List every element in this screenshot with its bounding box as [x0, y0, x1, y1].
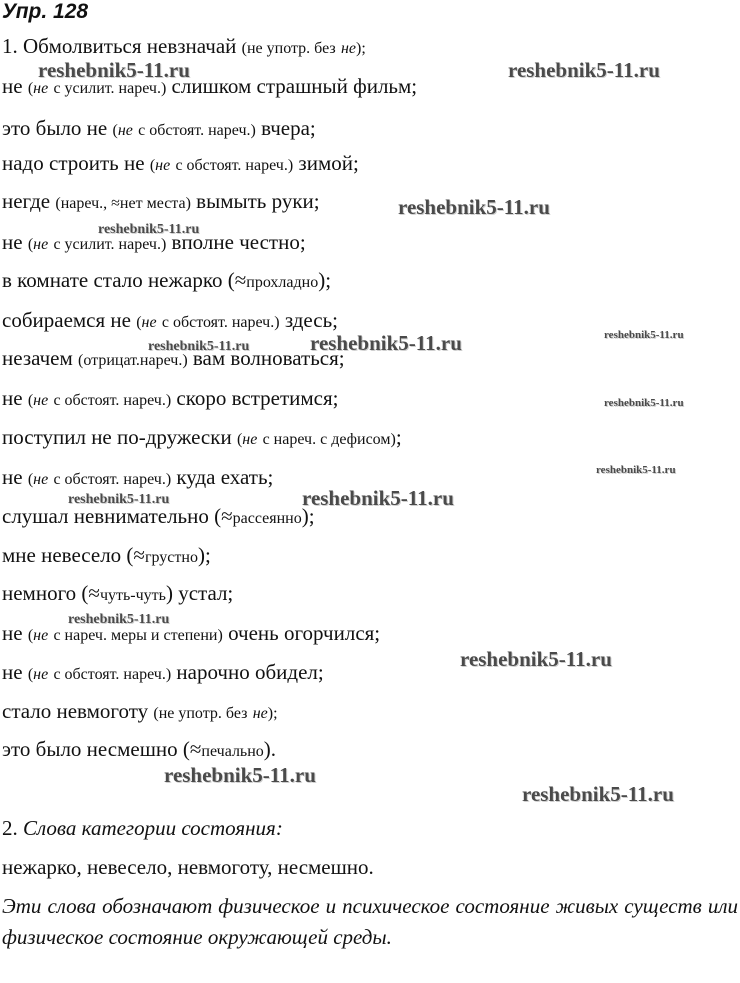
line-5	[2, 189, 320, 216]
line-note-end: );	[267, 705, 278, 722]
line-text-end: вам волноваться;	[192, 346, 345, 370]
part2-number: 2.	[2, 816, 18, 840]
line-13	[2, 504, 315, 531]
line-note-italic: не	[33, 666, 49, 683]
line-note: (не употр. без	[241, 40, 336, 57]
line-note: (	[236, 431, 243, 448]
line-note: (	[27, 666, 34, 683]
line-1	[2, 34, 366, 61]
line-18	[2, 699, 278, 726]
line-text: стало невмоготу	[2, 699, 149, 723]
line-19	[2, 737, 276, 764]
line-15	[2, 581, 233, 608]
line-text-end: очень огорчился;	[228, 621, 381, 645]
part2-word-list: нежарко, невесело, невмоготу, несмешно.	[2, 855, 374, 879]
watermark: reshebnik5-11.ru	[68, 612, 170, 627]
line-7	[2, 268, 331, 295]
line-text-end: );	[318, 268, 332, 292]
line-text: немного (≈	[2, 581, 100, 605]
line-text-end: );	[301, 504, 315, 528]
line-note-italic: не	[33, 80, 49, 97]
line-text: слушал невнимательно (≈	[2, 504, 233, 528]
line-text: не	[2, 74, 23, 98]
line-note-end: с обстоят. нареч.)	[53, 471, 172, 488]
line-text: это было не	[2, 116, 108, 140]
line-4	[2, 151, 359, 178]
line-text-end: );	[197, 543, 211, 567]
line-note: (	[27, 236, 34, 253]
watermark: reshebnik5-11.ru	[398, 195, 550, 219]
line-text: надо строить не	[2, 151, 145, 175]
line-16	[2, 621, 380, 648]
line-note: (	[136, 314, 142, 331]
line-text-end: слишком страшный фильм;	[171, 74, 418, 98]
part2-heading-line	[2, 816, 283, 840]
line-text-end: ;	[395, 425, 402, 449]
line-14	[2, 543, 211, 570]
line-note-italic: не	[33, 392, 49, 409]
line-17	[2, 660, 324, 687]
watermark: reshebnik5-11.ru	[604, 397, 684, 409]
line-text-end: куда ехать;	[176, 465, 274, 489]
line-note: (	[27, 392, 34, 409]
part2-conclusion: Эти слова обозначают физическое и психическое состояние живых существ или физическое состояние окружающей среды.	[2, 894, 738, 949]
line-note: печально	[201, 743, 264, 760]
line-note-italic: не	[141, 314, 157, 331]
line-note: грустно	[144, 549, 198, 566]
line-3	[2, 116, 316, 143]
watermark: reshebnik5-11.ru	[604, 329, 684, 341]
line-note-end: с нареч. с дефисом)	[262, 431, 396, 448]
line-note: чуть-чуть	[99, 587, 166, 604]
line-8	[2, 308, 338, 335]
watermark: reshebnik5-11.ru	[508, 58, 660, 82]
line-text-end: вчера;	[261, 116, 316, 140]
line-note-end: с обстоят. нареч.)	[138, 122, 256, 139]
line-12	[2, 465, 273, 492]
line-note-italic: не	[33, 471, 49, 488]
watermark: reshebnik5-11.ru	[522, 782, 674, 806]
part2-heading: Слова категории состояния:	[23, 816, 283, 840]
line-text: в комнате стало нежарко (≈	[2, 268, 247, 292]
line-note-end: с обстоят. нареч.)	[161, 314, 280, 331]
line-note-italic: не	[33, 236, 49, 253]
line-note-end: с обстоят. нареч.)	[53, 392, 172, 409]
line-note-end: );	[356, 40, 366, 57]
line-11	[2, 425, 402, 452]
line-note-end: с усилит. нареч.)	[53, 80, 167, 97]
exercise-title: Упр. 128	[2, 0, 89, 23]
watermark: reshebnik5-11.ru	[302, 486, 454, 510]
line-text-end: нарочно обидел;	[176, 660, 324, 684]
line-text-end: ) устал;	[165, 581, 234, 605]
line-note-end: с усилит. нареч.)	[53, 236, 167, 253]
line-note: (нареч., ≈нет места)	[55, 195, 191, 212]
line-note-end: с нареч. меры и степени)	[53, 627, 223, 644]
line-note: (	[149, 157, 156, 174]
line-text-end: зимой;	[298, 151, 359, 175]
watermark: reshebnik5-11.ru	[38, 58, 190, 82]
watermark: reshebnik5-11.ru	[460, 647, 612, 671]
line-note: (	[27, 471, 34, 488]
watermark: reshebnik5-11.ru	[98, 222, 200, 237]
line-note: прохладно	[246, 274, 319, 291]
line-text: незачем	[2, 346, 73, 370]
line-text: не	[2, 660, 23, 684]
line-text-end: вымыть руки;	[196, 189, 320, 213]
line-text: не	[2, 465, 23, 489]
line-text: мне невесело (≈	[2, 543, 145, 567]
line-text: это было несмешно (≈	[2, 737, 202, 761]
line-text: негде	[2, 189, 51, 213]
line-10	[2, 386, 339, 413]
line-text: не	[2, 621, 23, 645]
line-text: поступил не по-дружески	[2, 425, 232, 449]
line-text: собираемся не	[2, 308, 131, 332]
line-text-end: ).	[263, 737, 277, 761]
line-note: рассеянно	[232, 510, 302, 527]
line-note-italic: не	[117, 122, 133, 139]
watermark: reshebnik5-11.ru	[148, 339, 250, 354]
line-note: (	[112, 122, 118, 139]
line-text: не	[2, 230, 23, 254]
watermark: reshebnik5-11.ru	[310, 331, 462, 355]
line-note-italic: не	[155, 157, 171, 174]
line-note: (не употр. без	[153, 705, 248, 722]
line-note-italic: не	[252, 705, 268, 722]
watermark: reshebnik5-11.ru	[596, 464, 676, 476]
line-note-italic: не	[340, 40, 357, 57]
line-text-end: здесь;	[284, 308, 338, 332]
line-note-italic: не	[33, 627, 49, 644]
watermark: reshebnik5-11.ru	[164, 763, 316, 787]
watermark: reshebnik5-11.ru	[68, 492, 170, 507]
line-text: 1. Обмолвиться невзначай	[2, 34, 237, 58]
line-note-end: с обстоят. нареч.)	[175, 157, 294, 174]
line-note-italic: не	[242, 431, 258, 448]
line-text-end: вполне честно;	[171, 230, 306, 254]
line-text: не	[2, 386, 23, 410]
line-note-end: с обстоят. нареч.)	[53, 666, 172, 683]
line-note: (	[27, 80, 34, 97]
line-text-end: скоро встретимся;	[176, 386, 339, 410]
line-note: (отрицат.нареч.)	[78, 352, 188, 369]
line-note: (	[27, 627, 34, 644]
